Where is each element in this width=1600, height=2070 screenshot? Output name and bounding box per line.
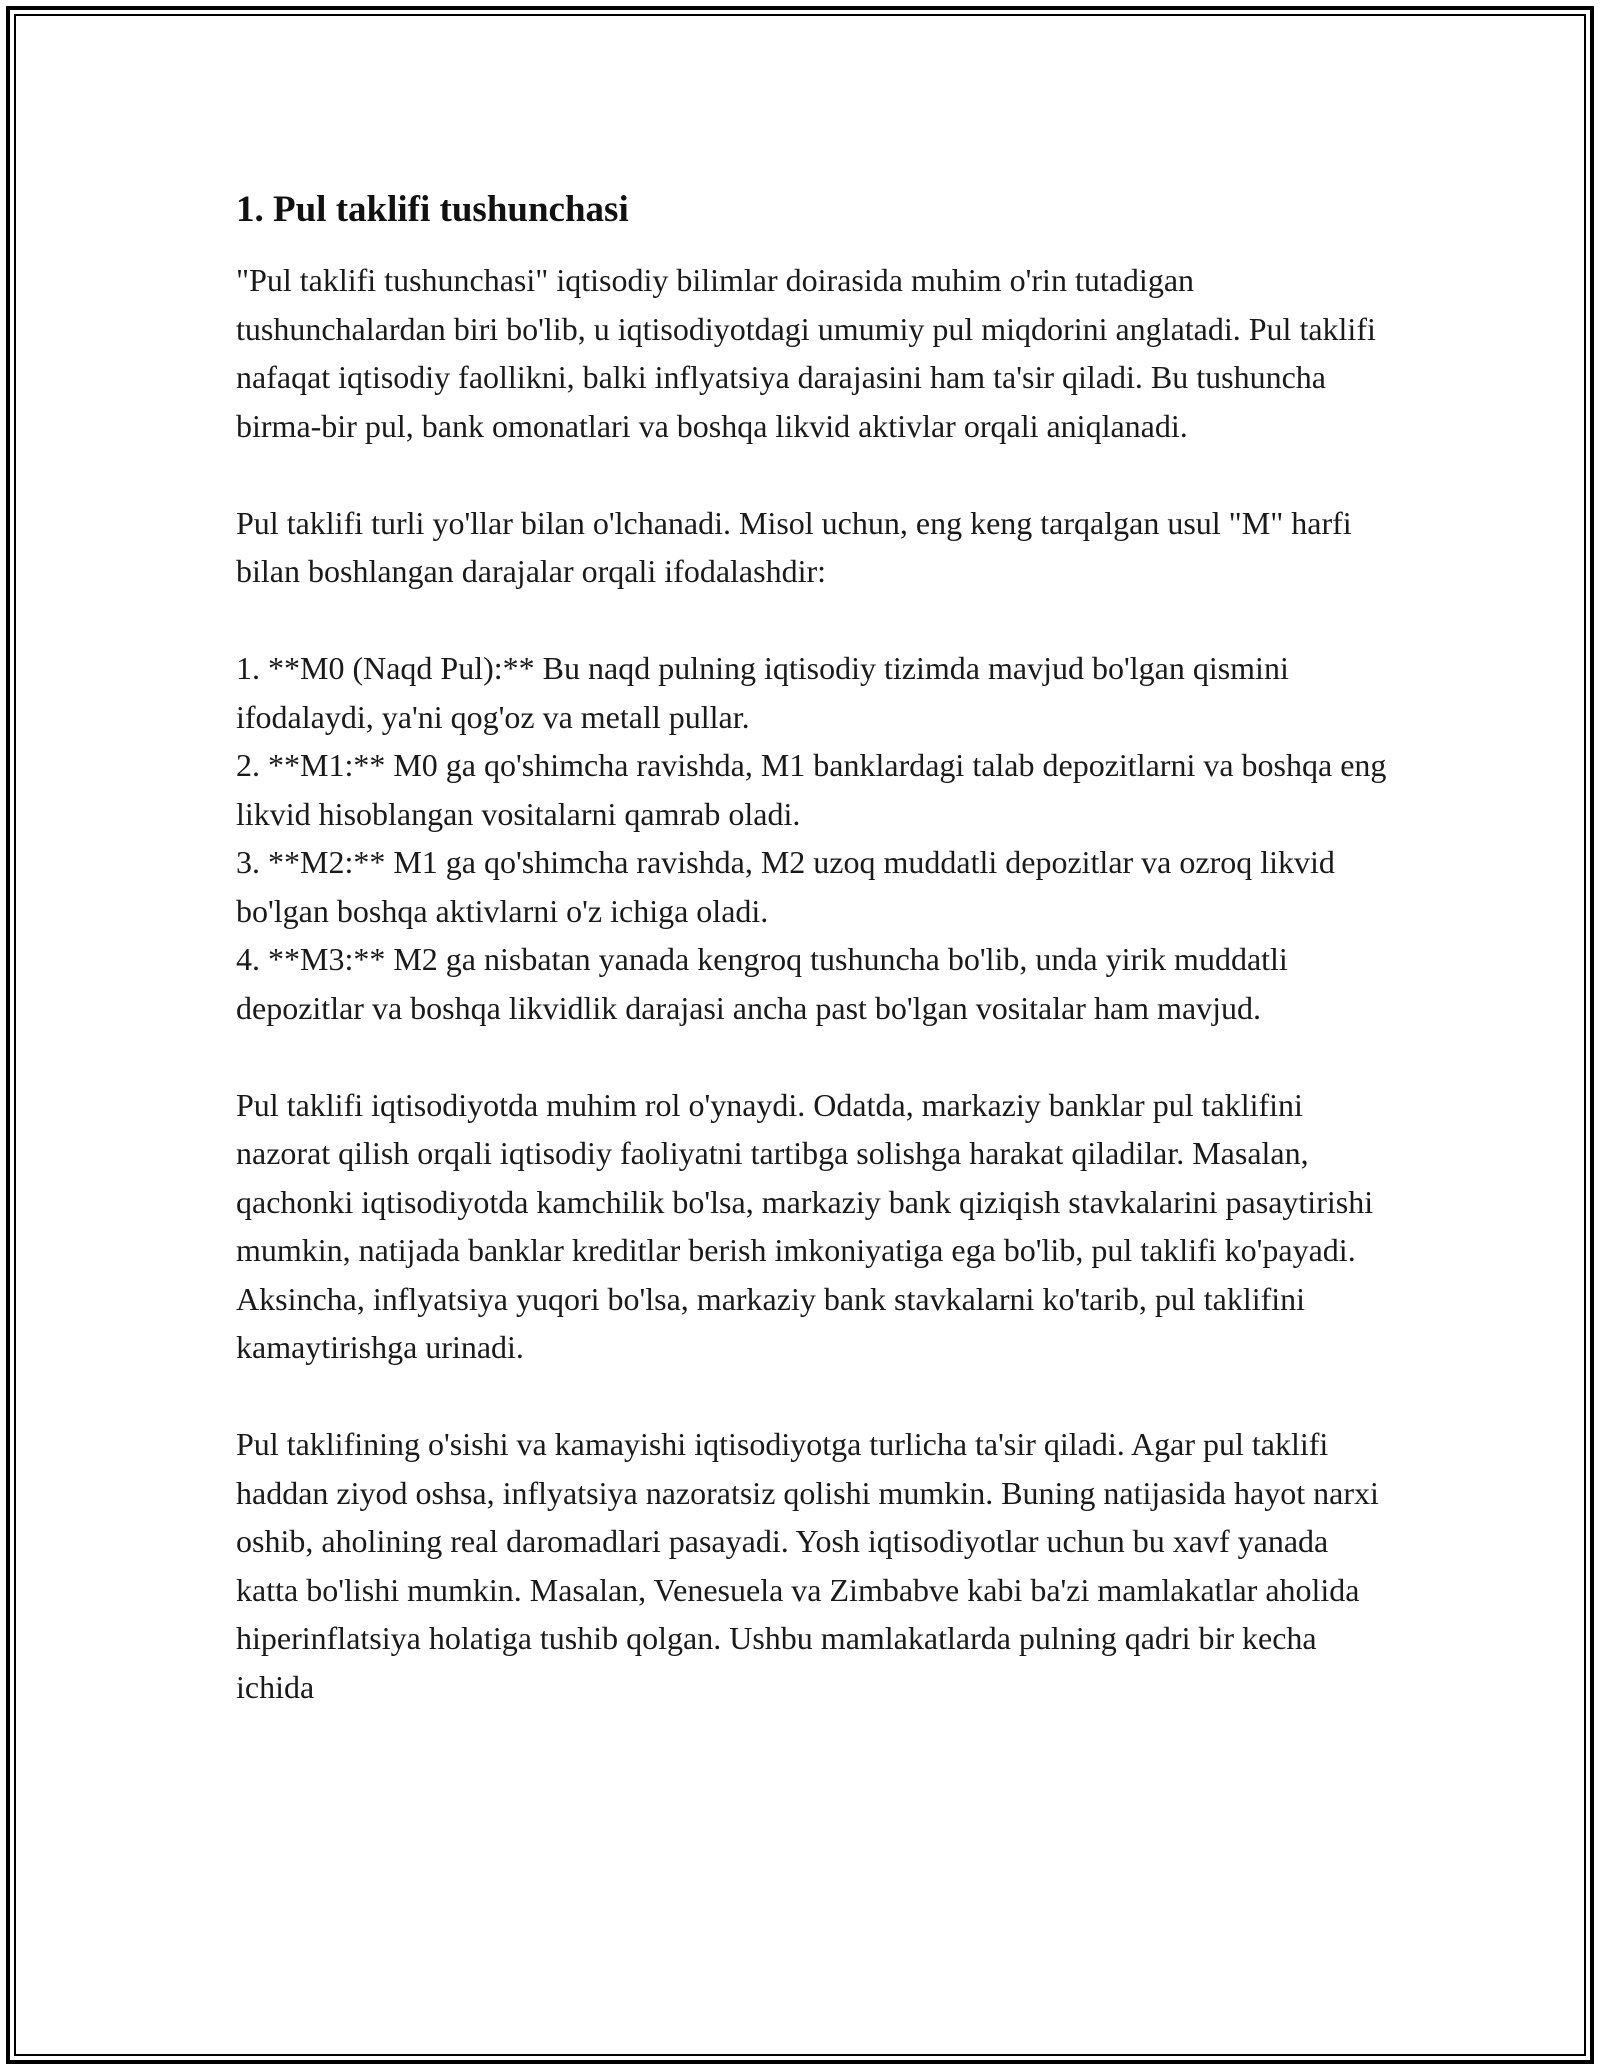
paragraph-measurement: Pul taklifi turli yo'llar bilan o'lchanadi. Misol uchun, eng keng tarqalgan usul "M" harfi bilan boshlangan darajalar orqali ifodalashdir:: [236, 504, 1352, 589]
money-aggregates-list: [236, 644, 1396, 1032]
list-item: 2. **M1:** M0 ga qo'shimcha ravishda, M1 banklardagi talab depozitlarni va boshqa eng likvid hisoblangan vositalarni qamrab oladi.: [236, 747, 1387, 832]
list-item: 4. **M3:** M2 ga nisbatan yanada kengroq tushuncha bo'lib, unda yirik muddatli depozitlar va boshqa likvidlik darajasi ancha past bo'lgan vositalar ham mavjud.: [236, 941, 1288, 1026]
list-item: 1. **M0 (Naqd Pul):** Bu naqd pulning iqtisodiy tizimda mavjud bo'lgan qismini ifodalaydi, ya'ni qog'oz va metall pullar.: [236, 650, 1289, 735]
paragraph-effects: Pul taklifining o'sishi va kamayishi iqtisodiyotga turlicha ta'sir qiladi. Agar pul taklifi haddan ziyod oshsa, inflyatsiya nazoratsiz qolishi mumkin. Buning natijasida hayot narxi oshib, aholining real daromadlari pasayadi. Yosh iqtisodiyotlar uchun bu xavf yanada katta bo'lishi mumkin. Masalan, Venesuela va Zimbabve kabi ba'zi mamlakatlar aholida hiperinflatsiya holatiga tushib qolgan. Ushbu mamlakatlarda pulning qadri bir kecha ichida: [236, 1426, 1379, 1705]
section-heading: 1. Pul taklifi tushunchasi: [236, 189, 629, 230]
paragraph-role: Pul taklifi iqtisodiyotda muhim rol o'ynaydi. Odatda, markaziy banklar pul taklifini nazorat qilish orqali iqtisodiy faoliyatni tartibga solishga harakat qiladilar. Masalan, qachonki iqtisodiyotda kamchilik bo'lsa, markaziy bank qiziqish stavkalarini pasaytirishi mumkin, natijada banklar kreditlar berish imkoniyatiga ega bo'lib, pul taklifi ko'payadi. Aksincha, inflyatsiya yuqori bo'lsa, markaziy bank stavkalarni ko'tarib, pul taklifini kamaytirishga urinadi.: [236, 1086, 1374, 1365]
document-body: [236, 186, 1396, 1711]
list-item: 3. **M2:** M1 ga qo'shimcha ravishda, M2 uzoq muddatli depozitlar va ozroq likvid bo'lgan boshqa aktivlarni o'z ichiga oladi.: [236, 844, 1335, 929]
paragraph-intro: "Pul taklifi tushunchasi" iqtisodiy bilimlar doirasida muhim o'rin tutadigan tushunchalardan biri bo'lib, u iqtisodiyotdagi umumiy pul miqdorini anglatadi. Pul taklifi nafaqat iqtisodiy faollikni, balki inflyatsiya darajasini ham ta'sir qiladi. Bu tushuncha birma-bir pul, bank omonatlari va boshqa likvid aktivlar orqali aniqlanadi.: [236, 262, 1376, 444]
